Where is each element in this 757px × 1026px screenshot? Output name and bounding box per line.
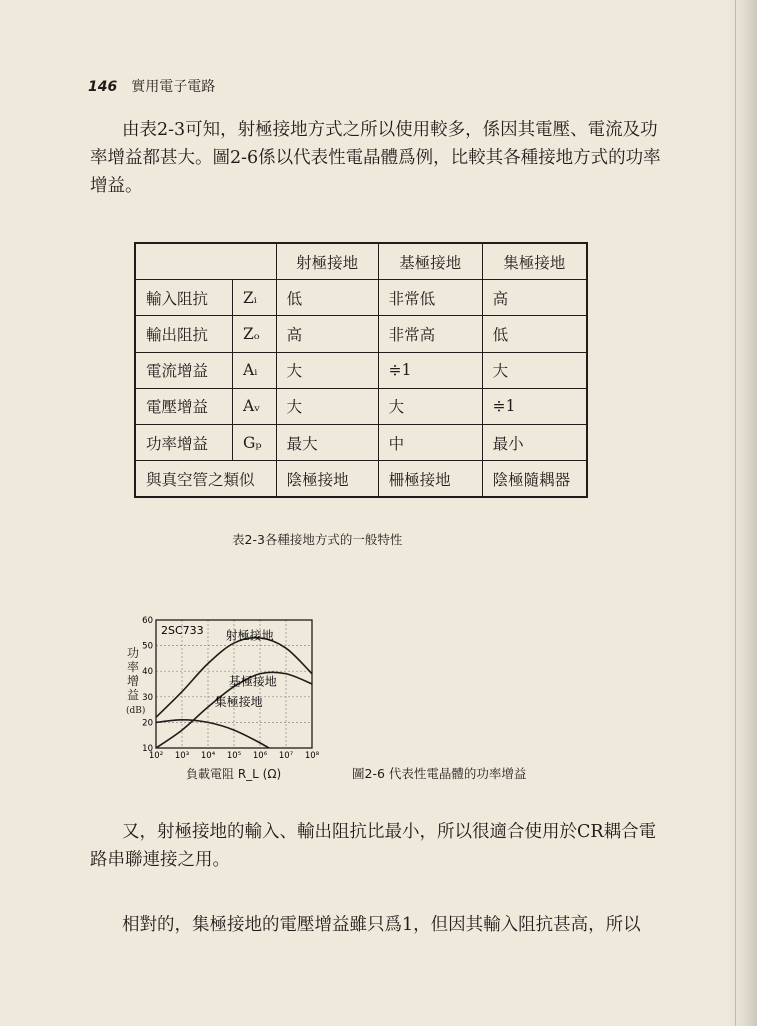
table-cell: 高 xyxy=(276,316,378,352)
table-cell: 大 xyxy=(482,352,587,388)
table-cell: 柵極接地 xyxy=(378,461,482,498)
table-header-cell xyxy=(135,243,276,280)
y-tick-label: 50 xyxy=(142,641,153,652)
row-name: 輸入阻抗 xyxy=(135,280,233,316)
table-row xyxy=(135,352,587,388)
y-tick-label: 10 xyxy=(142,744,153,754)
table-cell: 低 xyxy=(482,316,587,352)
table-cell: 非常高 xyxy=(378,316,482,352)
series-label: 射極接地 xyxy=(225,628,274,643)
figure-caption: 圖2-6 代表性電晶體的功率增益 xyxy=(352,766,527,781)
book-title: 實用電子電路 xyxy=(131,79,216,95)
series-label: 集極接地 xyxy=(214,694,263,709)
table-cell: 中 xyxy=(378,424,482,460)
running-header xyxy=(88,76,215,96)
table-row xyxy=(135,461,587,498)
table-caption: 表2-3各種接地方式的一般特性 xyxy=(232,532,403,547)
y-tick-label: 40 xyxy=(142,667,153,678)
table-cell: 最小 xyxy=(482,424,587,460)
row-name: 電壓增益 xyxy=(135,388,233,424)
table-header-cell: 集極接地 xyxy=(482,243,587,280)
x-tick-label: 10³ xyxy=(174,751,190,761)
x-tick-label: 10⁷ xyxy=(278,751,294,761)
row-symbol: Aᵥ xyxy=(233,388,277,424)
table-cell: 大 xyxy=(378,388,482,424)
table-row xyxy=(135,424,587,460)
characteristics-table xyxy=(134,242,588,498)
paragraph-2 xyxy=(90,818,670,874)
series-label: 基極接地 xyxy=(228,674,277,689)
table-header-cell: 基極接地 xyxy=(378,243,482,280)
row-symbol: Gₚ xyxy=(233,424,277,460)
table-row xyxy=(135,388,587,424)
table-cell: 高 xyxy=(482,280,587,316)
x-tick-label: 10⁵ xyxy=(226,751,242,761)
table-header-cell: 射極接地 xyxy=(276,243,378,280)
x-tick-label: 10² xyxy=(148,751,164,761)
paragraph-3-text: 相對的，集極接地的電壓增益雖只爲1，但因其輸入阻抗甚高，所以 xyxy=(122,915,641,935)
row-symbol: Zᵢ xyxy=(233,280,277,316)
y-tick-label: 30 xyxy=(142,692,153,703)
paragraph-1-text: 由表2-3可知，射極接地方式之所以使用較多，係因其電壓、電流及功率增益都甚大。圖2-6係以代表性電晶體爲例，比較其各種接地方式的功率增益。 xyxy=(90,120,661,196)
x-tick-label: 10⁴ xyxy=(200,751,216,761)
row-name: 功率增益 xyxy=(135,424,233,460)
y-axis-label: 功 率 增 益 (dB) xyxy=(126,646,146,716)
row-name: 輸出阻抗 xyxy=(135,316,233,352)
row-symbol: Zₒ xyxy=(233,316,277,352)
table-cell: 低 xyxy=(276,280,378,316)
row-symbol: Aᵢ xyxy=(233,352,277,388)
x-tick-label: 10⁶ xyxy=(252,751,268,761)
table-cell: 大 xyxy=(276,388,378,424)
row-name: 電流增益 xyxy=(135,352,233,388)
page-number: 146 xyxy=(88,79,118,95)
row-name: 與真空管之類似 xyxy=(135,461,276,498)
table-row xyxy=(135,316,587,352)
table-cell: 陰極隨耦器 xyxy=(482,461,587,498)
x-tick-label: 10⁸ xyxy=(304,751,320,761)
chart-title: 2SC733 xyxy=(161,624,204,637)
table-cell: 陰極接地 xyxy=(276,461,378,498)
power-gain-chart xyxy=(120,608,335,768)
table-cell: 最大 xyxy=(276,424,378,460)
x-axis-label: 負載電阻 R_L (Ω) xyxy=(186,767,282,781)
table-cell: 非常低 xyxy=(378,280,482,316)
page-edge-shadow xyxy=(727,0,757,1026)
table-cell: ≑1 xyxy=(482,388,587,424)
paragraph-3 xyxy=(90,911,670,939)
y-tick-label: 60 xyxy=(142,616,153,626)
paragraph-2-text: 又，射極接地的輸入、輸出阻抗比最小，所以很適合使用於CR耦合電路串聯連接之用。 xyxy=(90,822,657,870)
table-row xyxy=(135,280,587,316)
paragraph-1 xyxy=(90,116,670,200)
table-cell: ≑1 xyxy=(378,352,482,388)
table-cell: 大 xyxy=(276,352,378,388)
table-header-row xyxy=(135,243,587,280)
y-tick-label: 20 xyxy=(142,718,153,729)
